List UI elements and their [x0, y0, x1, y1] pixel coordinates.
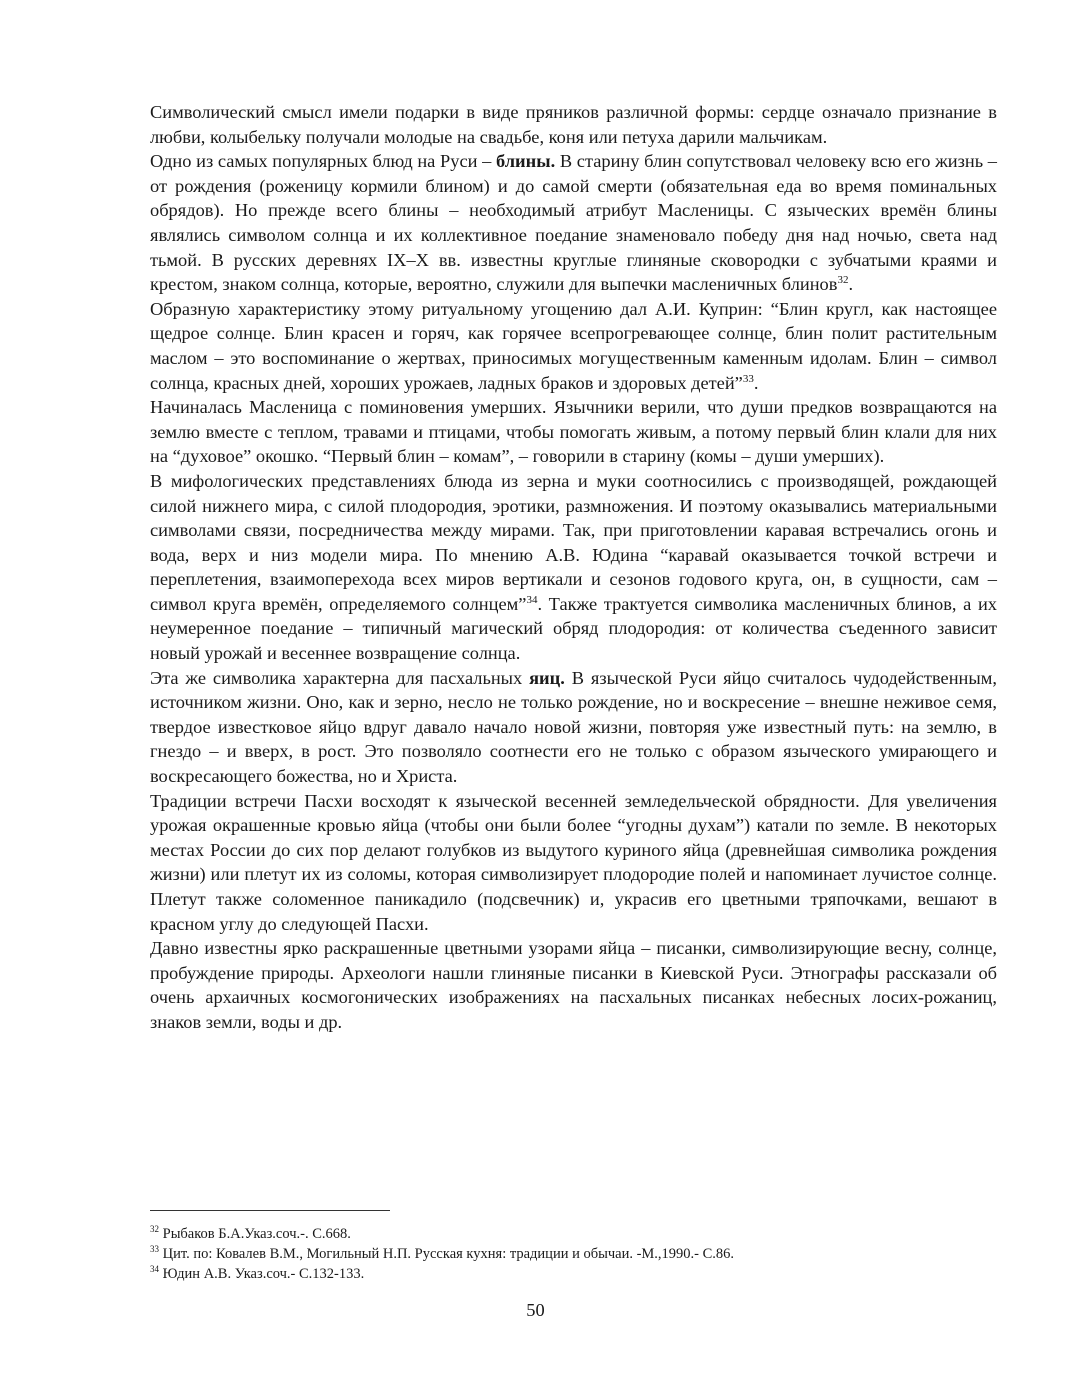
bold-term-eggs: яиц. — [529, 667, 565, 688]
main-text — [150, 100, 997, 1035]
footnote-number: 33 — [150, 1244, 159, 1255]
bold-term-blini: блины. — [495, 151, 556, 172]
footnote-ref-34[interactable]: 34 — [526, 593, 538, 606]
footnote: $^{33}$ Цит. по: Ковалев В.М., Могильный Н.П. Русская кухня: традиции и обычаи. -М.,1990.- С.86. — [150, 1244, 735, 1262]
page-body — [150, 100, 997, 1035]
footnote-number: 34 — [150, 1264, 159, 1275]
footnotes — [150, 1224, 997, 1284]
footnote-ref-32[interactable]: 32 — [837, 274, 849, 287]
page-number: 50 — [526, 1300, 545, 1320]
paragraph-easter: Традиции встречи Пасхи восходят к языческой весенней земледельческой обрядности. Для увеличения урожая окрашенные кровью яйца (чтобы они были более “угодны духам”) катали по земле. В некоторых местах России до сих пор делают голубков из выдутого куриного яйца (древнейшая символика рождения жизни) или плетут их из соломы, которая символизирует плодородие полей и напоминает лучистое солнце. Плетут также соломенное паникадило (подсвечник) и, украсив его цветными тряпочками, вешают в красном углу до следующей Пасхи. — [150, 790, 997, 934]
paragraph-maslenitsa: Начиналась Масленица с поминовения умерших. Язычники верили, что души предков возвращаются на землю вместе с теплом, травами и птицами, чтобы помогать живым, а потому первый блин клали для них на “духовое” окошко. “Первый блин – комам”, – говорили в старину (комы – души умерших). — [150, 397, 997, 467]
footnote: $^{32}$ Рыбаков Б.А.Указ.соч.-. С.668. — [150, 1224, 351, 1242]
paragraph-pysanky: Давно известны ярко раскрашенные цветными узорами яйца – писанки, символизирующие весну, солнце, пробуждение природы. Археологи нашли глиняные писанки в Киевской Руси. Этнографы рассказали об очень архаичных космогонических изображениях на пасхальных писанках небесных лосих-рожаниц, знаков земли, воды и др. — [150, 938, 997, 1032]
paragraph-blini: Одно из самых популярных блюд на Руси – блины. В старину блин сопутствовал человеку всю его жизнь – от рождения (роженицу кормили блином) и до самой смерти (обязательная еда во время поминальных обрядов). Но прежде всего блины – необходимый атрибут Масленицы. С языческих времён блины являлись символом солнца и их коллективное поедание знаменовало победу дня над ночью, света над тьмой. В русских деревнях IX–X вв. известны круглые глиняные сковородки с зубчатыми краями и крестом, знаком солнца, которые, вероятно, служили для выпечки масленичных блинов$^{32}$. — [150, 151, 997, 295]
footnote-separator — [150, 1210, 390, 1211]
footnote-ref-33[interactable]: 33 — [742, 372, 754, 385]
paragraph-gingerbread: Символический смысл имели подарки в виде пряников различной формы: сердце означало признание в любви, колыбельку получали молодые на свадьбе, коня или петуха дарили мальчикам. — [150, 102, 997, 147]
paragraph-eggs: Эта же символика характерна для пасхальных яиц. В языческой Руси яйцо считалось чудодейственным, источником жизни. Оно, как и зерно, несло не только рождение, но и воскресение – внешне неживое семя, твердое известковое яйцо вдруг давало начало новой жизни, повторяя уже известный путь: на землю, в гнездо – и вверх, в рост. Это позволяло соотнести его не только с образом языческого умирающего и воскресающего божества, но и Христа. — [150, 667, 997, 787]
paragraph-kuprin: Образную характеристику этому ритуальному угощению дал А.И. Куприн: “Блин кругл, как настоящее щедрое солнце. Блин красен и горяч, как горячее всепрогревающее солнце, блин полит растительным маслом – это воспоминание о жертвах, приносимых могущественным каменным идолам. Блин – символ солнца, красных дней, хороших урожаев, ладных браков и здоровых детей”$^{33}$. — [150, 298, 997, 393]
footnote-number: 32 — [150, 1224, 159, 1235]
paragraph-mythology: В мифологических представлениях блюда из зерна и муки соотносились с производящей, рождающей силой нижнего мира, с силой плодородия, эротики, размножения. И поэтому оказывались материальными символами связи, посредничества между мирами. Так, при приготовлении каравая встречались огонь и вода, верх и низ модели мира. По мнению А.В. Юдина “каравай оказывается точкой встречи и переплетения, взаимоперехода всех миров вертикали и сезонов годового круга, он, в сущности, сам – символ круга времён, определяемого солнцем”$^{34}$. Также трактуется символика масленичных блинов, а их неумеренное поедание – типичный магический обряд плодородия: от количества съеденного зависит новый урожай и весеннее возвращение солнца. — [150, 470, 997, 664]
footnote: $^{34}$ Юдин А.В. Указ.соч.- С.132-133. — [150, 1264, 365, 1282]
